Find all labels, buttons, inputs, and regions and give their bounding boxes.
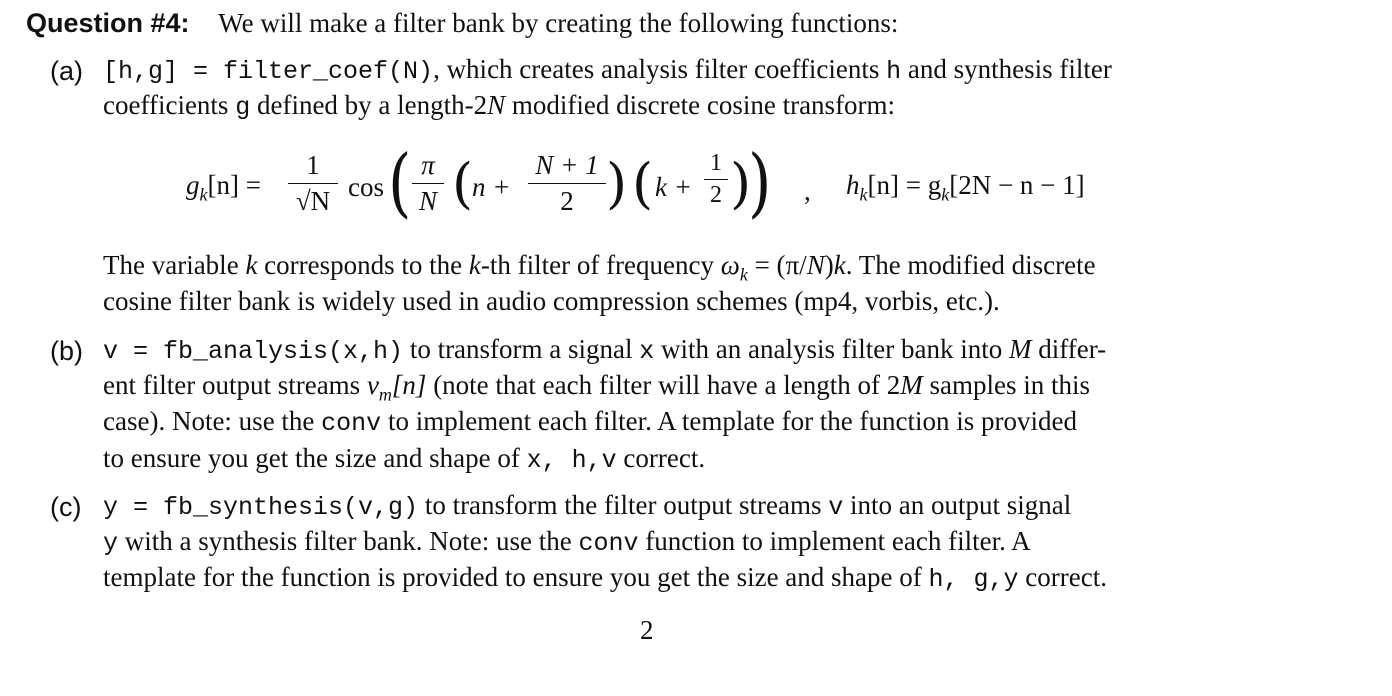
var-N: N bbox=[487, 90, 506, 120]
part-b-label: (b) bbox=[50, 336, 83, 366]
var-g: g bbox=[235, 93, 251, 122]
part-a-line-3: The variable k corresponds to the k-th filter of frequency $\omega_k = (\pi/N)k$. The modified discrete bbox=[103, 250, 1096, 285]
eq-paren-open-2: ( bbox=[632, 152, 654, 215]
part-a-text: coefficients bbox=[103, 90, 236, 120]
eq-frac-N-plus-1-over-2: N + 1 2 bbox=[528, 150, 606, 217]
page-number: 2 bbox=[640, 615, 654, 645]
part-a-line-4: cosine filter bank is widely used in audio compression schemes (mp4, vorbis, etc.). bbox=[103, 286, 1000, 316]
eq-frac-half: 1 2 bbox=[704, 150, 728, 209]
part-c-line-2: y with a synthesis filter bank. Note: use the conv function to implement each filter. A bbox=[103, 526, 1031, 558]
question-label: Question #4: bbox=[26, 8, 190, 38]
eq-rhs: $h_k[n] = g_k[2N - n - 1]$ bbox=[846, 170, 1085, 205]
eq-paren-close-outer: ) bbox=[748, 139, 772, 227]
eq-cos: cos bbox=[348, 172, 384, 202]
eq-paren-open-outer: ( bbox=[388, 139, 412, 227]
eq-paren-close-2: ) bbox=[730, 152, 752, 215]
part-b-line-4: to ensure you get the size and shape of x, h,v correct. bbox=[103, 443, 706, 475]
question-heading bbox=[26, 8, 898, 39]
eq-paren-open-1: ( bbox=[452, 152, 474, 215]
eq-lhs: $g_k[n]$ = bbox=[186, 170, 261, 205]
eq-frac-pi-over-N: π N bbox=[412, 150, 444, 217]
part-b-line-3: case). Note: use the conv to implement each filter. A template for the function is provided bbox=[103, 406, 1078, 438]
eq-n-plus: n + bbox=[472, 172, 511, 202]
part-a-label: (a) bbox=[50, 56, 83, 86]
part-c-signature: y = fb_synthesis(v,g) bbox=[103, 493, 419, 522]
part-a-line-1 bbox=[103, 54, 1112, 86]
part-b-line-2: ent filter output streams $v_m[n]$ (note that each filter will have a length of 2M samples in this bbox=[103, 370, 1091, 405]
part-b-signature: v = fb_analysis(x,h) bbox=[103, 337, 404, 366]
eq-frac-1-over-sqrt-N: 1 √N bbox=[288, 150, 338, 217]
part-a-text: defined by a length-2 bbox=[250, 90, 488, 120]
part-c-line-3: template for the function is provided to ensure you get the size and shape of h, g,y correct. bbox=[103, 562, 1107, 594]
question-intro: We will make a filter bank by creating the following functions: bbox=[218, 8, 899, 38]
part-b-line-1: v = fb_analysis(x,h) to transform a signal x with an analysis filter bank into M differ- bbox=[103, 334, 1107, 366]
part-a-signature: [h,g] = filter_coef(N) bbox=[103, 57, 434, 86]
eq-paren-close-1: ) bbox=[606, 152, 628, 215]
part-a-line-2 bbox=[103, 90, 895, 122]
part-a-text: , which creates analysis filter coefficients bbox=[433, 54, 887, 84]
part-a-text: and synthesis filter bbox=[901, 54, 1112, 84]
part-c-line-1: y = fb_synthesis(v,g) to transform the filter output streams v into an output signal bbox=[103, 490, 1072, 522]
var-h: h bbox=[886, 57, 902, 86]
part-a-text: modified discrete cosine transform: bbox=[505, 90, 896, 120]
part-c-label: (c) bbox=[50, 492, 82, 522]
eq-k-plus: k + bbox=[655, 172, 692, 202]
eq-comma: , bbox=[804, 176, 811, 206]
